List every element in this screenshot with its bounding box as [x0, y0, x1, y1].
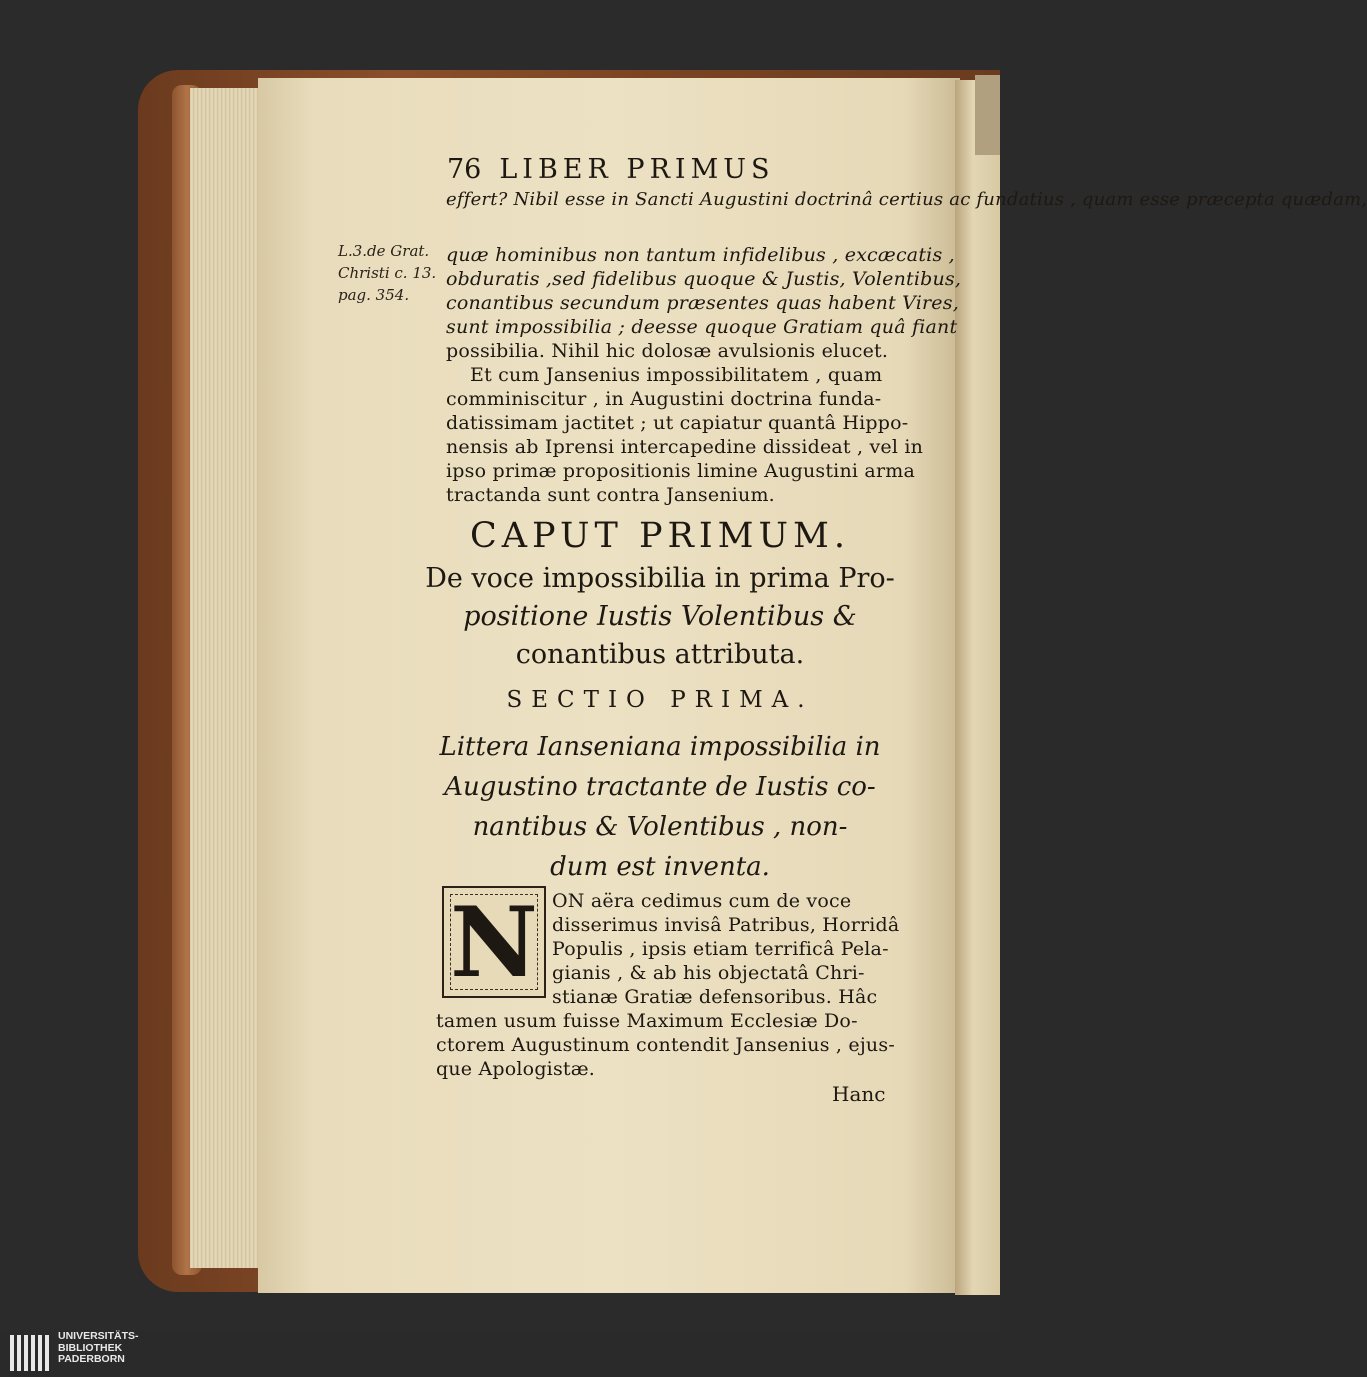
body-line: possibilia. Nihil hic dolosæ avulsionis elucet. [446, 340, 889, 362]
body-line: tractanda sunt contra Jansenium. [446, 484, 775, 506]
spine-strip [975, 75, 1000, 155]
page-stack [190, 88, 260, 1268]
running-head [447, 154, 774, 185]
section-subtitle-line: Augustino tractante de Iustis co- [444, 772, 876, 802]
library-name-line: PADERBORN [58, 1353, 125, 1365]
paragraph-line: gianis , & ab his objectatâ Chri- [552, 962, 865, 984]
chapter-subtitle-line: De voce impossibilia in prima Pro- [425, 563, 895, 594]
chapter-subtitle-line: conantibus attributa. [515, 639, 805, 670]
library-name [58, 1331, 139, 1366]
margin-note-line: Christi c. 13. [338, 264, 437, 282]
body-line: nensis ab Iprensi intercapedine dissideat , vel in [446, 436, 924, 458]
paragraph-line: stianæ Gratiæ defensoribus. Hâc [552, 986, 878, 1008]
body-line: effert? Nibil esse in Sancti Augustini doctrinâ certius ac fundatius , quam esse præcepta quædam, [446, 189, 1367, 210]
chapter-subtitle-line: positione Iustis Volentibus & [463, 601, 857, 632]
chapter-heading: CAPUT PRIMUM. [470, 516, 850, 556]
section-heading: SECTIO PRIMA. [506, 687, 814, 713]
initial-letter: N [450, 886, 538, 999]
margin-note-line: pag. 354. [338, 286, 410, 304]
body-line: obduratis ,sed fidelibus quoque & Justis, Volentibus, [446, 268, 962, 290]
section-subtitle-line: Littera Ianseniana impossibilia in [439, 732, 881, 762]
margin-note-line: L.3.de Grat. [338, 242, 430, 260]
page-gutter [955, 80, 1000, 1295]
chapter-subtitle [420, 560, 900, 674]
body-line: ipso primæ propositionis limine Augustini arma [446, 460, 915, 482]
page-number: 76 [447, 154, 482, 185]
paragraph-line: ctorem Augustinum contendit Jansenius , ejus- [436, 1034, 895, 1056]
margin-note [338, 240, 436, 306]
body-line: sunt impossibilia ; deesse quoque Gratiam quâ fiant [446, 316, 958, 338]
paragraph-line: tamen usum fuisse Maximum Ecclesiæ Do- [436, 1010, 858, 1032]
decorated-initial [442, 886, 546, 998]
section-subtitle [420, 727, 900, 887]
running-title: LIBER PRIMUS [499, 154, 775, 185]
library-name-line: UNIVERSITÄTS- [58, 1330, 139, 1342]
body-line: conantibus secundum præsentes quas habent Vires, [446, 292, 959, 314]
section-subtitle-line: nantibus & Volentibus , non- [472, 812, 848, 842]
paragraph-line: Populis , ipsis etiam terrificâ Pela- [552, 938, 889, 960]
body-line: datissimam jactitet ; ut capiatur quantâ Hippo- [446, 412, 909, 434]
footer-bar [0, 1330, 1000, 1377]
library-logo-icon [10, 1333, 50, 1373]
section-subtitle-line: dum est inventa. [550, 852, 770, 882]
body-line: comminiscitur , in Augustini doctrina funda- [446, 388, 882, 410]
library-name-line: BIBLIOTHEK [58, 1341, 123, 1354]
paragraph-line: ON aëra cedimus cum de voce [552, 890, 852, 912]
catchword: Hanc [832, 1082, 886, 1106]
paragraph-line: que Apologistæ. [436, 1058, 596, 1080]
body-line: Et cum Jansenius impossibilitatem , quam [470, 364, 883, 386]
paragraph-line: disserimus invisâ Patribus, Horridâ [552, 914, 900, 936]
body-line: quæ hominibus non tantum infidelibus , excæcatis , [446, 244, 955, 266]
